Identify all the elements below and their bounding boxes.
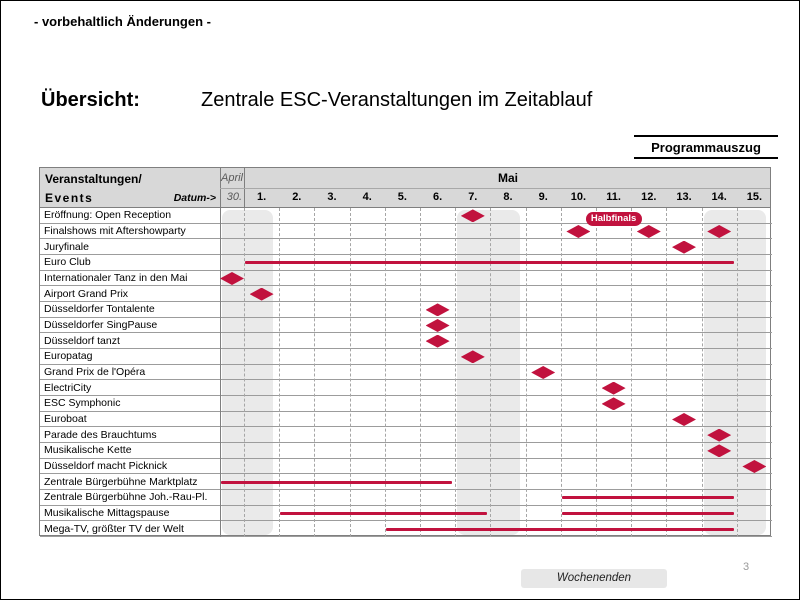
diamond-shape xyxy=(707,429,731,442)
column-gridline xyxy=(385,208,386,537)
header-date-mai-10: 10. xyxy=(570,191,587,203)
header-subrow-divider xyxy=(220,188,770,189)
event-row-label: Zentrale Bürgerbühne Marktplatz xyxy=(44,475,198,488)
event-diamond-marker xyxy=(250,288,274,301)
event-duration-bar xyxy=(245,261,734,264)
event-row xyxy=(40,208,772,224)
event-row xyxy=(40,459,772,475)
event-row-label: Airport Grand Prix xyxy=(44,287,129,300)
event-diamond-marker xyxy=(707,225,731,238)
header-events-label-line1: Veranstaltungen/ xyxy=(45,172,142,186)
diamond-shape xyxy=(602,397,626,410)
event-row xyxy=(40,365,772,381)
event-diamond-marker xyxy=(602,382,626,395)
column-gridline xyxy=(561,208,562,537)
header-date-mai-8: 8. xyxy=(503,191,513,203)
header-date-mai-4: 4. xyxy=(362,191,372,203)
program-note: Programmauszug xyxy=(634,135,778,159)
event-diamond-marker xyxy=(707,429,731,442)
event-row-label: Düsseldorf tanzt xyxy=(44,334,120,347)
event-duration-bar xyxy=(562,496,734,499)
event-row-label: Zentrale Bürgerbühne Joh.-Rau-Pl. xyxy=(44,491,208,504)
header-date-mai-12: 12. xyxy=(641,191,657,203)
event-row-label: Eröffnung: Open Reception xyxy=(44,209,172,222)
event-row-label: Europatag xyxy=(44,350,93,363)
header-date-mai-15: 15. xyxy=(746,191,763,203)
column-gridline xyxy=(314,208,315,537)
header-date-mai-2: 2. xyxy=(292,191,302,203)
event-row-label: Juryfinale xyxy=(44,240,89,253)
event-row-label: Musikalische Mittagspause xyxy=(44,506,170,519)
event-diamond-marker xyxy=(672,241,696,254)
event-diamond-marker xyxy=(531,366,555,379)
event-row-label: Internationaler Tanz in den Mai xyxy=(44,271,188,284)
diamond-shape xyxy=(250,288,274,301)
event-diamond-marker xyxy=(461,350,485,363)
header-month-mai: Mai xyxy=(497,171,518,185)
header-date-mai-5: 5. xyxy=(397,191,407,203)
event-diamond-marker xyxy=(672,413,696,426)
weekend-legend: Wochenenden xyxy=(521,569,667,588)
event-row xyxy=(40,412,772,428)
event-row-label: Euroboat xyxy=(44,412,87,425)
diamond-shape xyxy=(742,460,766,473)
event-diamond-marker xyxy=(602,397,626,410)
event-row xyxy=(40,349,772,365)
event-row xyxy=(40,286,772,302)
header-date-mai-11: 11. xyxy=(606,191,621,203)
event-row xyxy=(40,443,772,459)
event-diamond-marker xyxy=(566,225,590,238)
event-row-label: Mega-TV, größter TV der Welt xyxy=(44,522,184,535)
event-row xyxy=(40,318,772,334)
diamond-shape xyxy=(220,272,244,285)
column-gridline xyxy=(631,208,632,537)
event-diamond-marker xyxy=(461,209,485,222)
header-date-april-30: 30. xyxy=(226,191,242,203)
event-diamond-marker xyxy=(707,444,731,457)
header-date-mai-3: 3. xyxy=(327,191,337,203)
header-date-mai-14: 14. xyxy=(711,191,727,203)
column-gridline xyxy=(420,208,421,537)
diamond-shape xyxy=(637,225,661,238)
column-gridline xyxy=(244,208,245,537)
header-date-mai-1: 1. xyxy=(257,191,267,203)
column-gridline xyxy=(279,208,280,537)
event-diamond-marker xyxy=(426,335,450,348)
event-row-label: Euro Club xyxy=(44,256,91,269)
diamond-shape xyxy=(672,413,696,426)
event-diamond-marker xyxy=(220,272,244,285)
diamond-shape xyxy=(707,444,731,457)
diamond-shape xyxy=(566,225,590,238)
event-row-label: Grand Prix de l'Opéra xyxy=(44,365,146,378)
diamond-shape xyxy=(531,366,555,379)
diamond-shape xyxy=(672,241,696,254)
header-events-label-line2: Events xyxy=(45,191,94,205)
event-duration-bar xyxy=(386,528,734,531)
event-row-label: Parade des Brauchtums xyxy=(44,428,157,441)
event-diamond-marker xyxy=(637,225,661,238)
column-gridline xyxy=(666,208,667,537)
page-title-label: Übersicht: xyxy=(41,89,140,111)
diamond-shape xyxy=(426,303,450,316)
diamond-shape xyxy=(461,350,485,363)
event-row xyxy=(40,302,772,318)
event-row-label: Düsseldorf macht Picknick xyxy=(44,459,168,472)
diamond-shape xyxy=(426,319,450,332)
event-row xyxy=(40,224,772,240)
event-diamond-marker xyxy=(426,319,450,332)
header-date-mai-9: 9. xyxy=(538,191,548,203)
event-row xyxy=(40,239,772,255)
column-gridline xyxy=(455,208,456,537)
header-month-april: April xyxy=(220,172,243,184)
event-row xyxy=(40,333,772,349)
column-gridline xyxy=(526,208,527,537)
event-row-label: Düsseldorfer SingPause xyxy=(44,318,158,331)
event-row-label: Finalshows mit Aftershowparty xyxy=(44,224,186,237)
column-gridline xyxy=(737,208,738,537)
event-row xyxy=(40,427,772,443)
event-row xyxy=(40,396,772,412)
page-title: Zentrale ESC-Veranstaltungen im Zeitablauf xyxy=(201,89,593,111)
event-duration-bar xyxy=(562,512,734,515)
events-schedule-gantt xyxy=(39,167,771,536)
event-row-label: ESC Symphonic xyxy=(44,397,121,410)
diamond-shape xyxy=(461,209,485,222)
header-date-mai-13: 13. xyxy=(676,191,692,203)
page-number: 3 xyxy=(743,561,750,573)
event-diamond-marker xyxy=(426,303,450,316)
event-duration-bar xyxy=(221,481,452,484)
event-row xyxy=(40,271,772,287)
disclaimer-note: - vorbehaltlich Änderungen - xyxy=(34,14,211,29)
header-date-mai-7: 7. xyxy=(468,191,478,203)
diamond-shape xyxy=(426,335,450,348)
event-row-label: Düsseldorfer Tontalente xyxy=(44,303,155,316)
column-gridline xyxy=(490,208,491,537)
event-row-label: ElectriCity xyxy=(44,381,92,394)
column-gridline xyxy=(702,208,703,537)
diamond-shape xyxy=(602,382,626,395)
header-datum-label: Datum-> xyxy=(173,192,216,204)
header-date-mai-6: 6. xyxy=(433,191,443,203)
event-row xyxy=(40,380,772,396)
diamond-shape xyxy=(707,225,731,238)
column-gridline xyxy=(596,208,597,537)
event-duration-bar xyxy=(280,512,487,515)
event-row-label: Musikalische Kette xyxy=(44,444,132,457)
event-diamond-marker xyxy=(742,460,766,473)
column-gridline xyxy=(350,208,351,537)
halbfinals-badge: Halbfinals xyxy=(586,212,642,226)
